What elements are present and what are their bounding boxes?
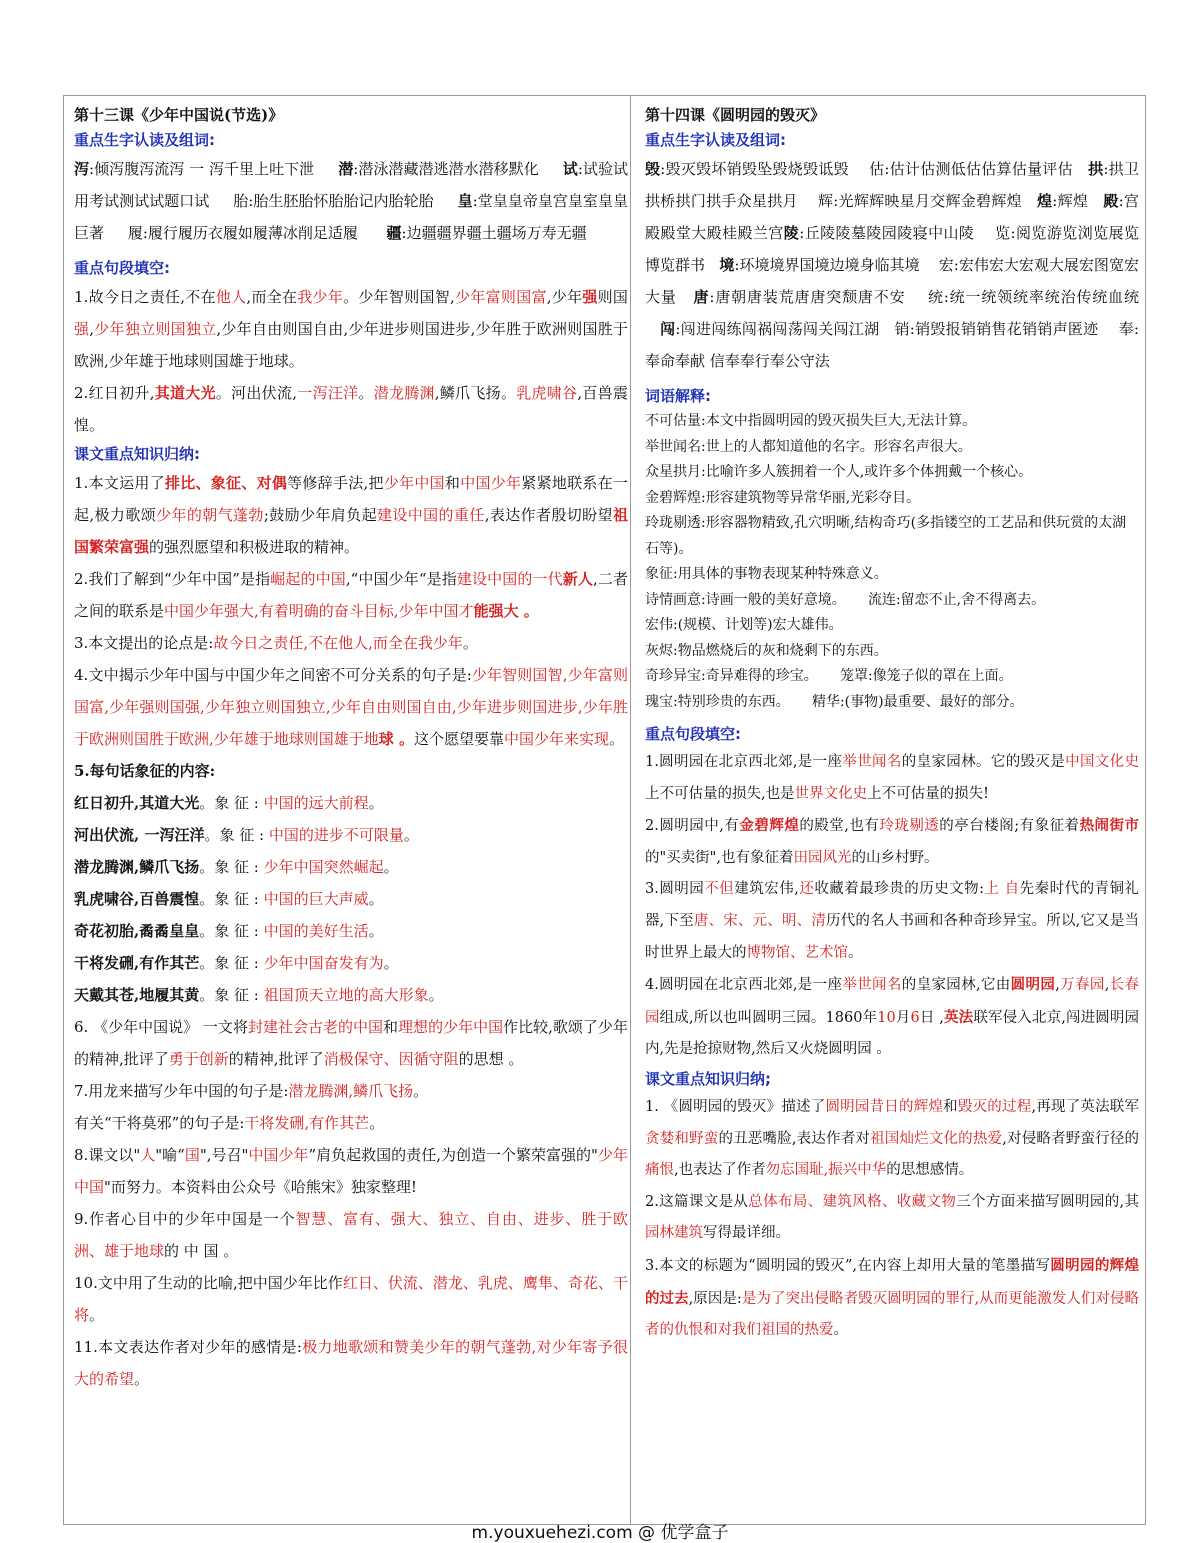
vocab-words: 唐朝唐装荒唐唐突颓唐不安 bbox=[714, 288, 906, 306]
word-explanation: 诗情画意:诗画一般的美好意境。 流连:留恋不止,舍不得离去。 bbox=[645, 591, 1046, 608]
fill-item-1: 1.故今日之责任,不在他人,而全在我少年。少年智则国智,少年富则国富,少年强则国强,少年独立则国独立,少年自由则国自由,少年进步则国进步,少年胜于欧洲则国胜于欧洲,少年雄于地球则国雄于地球。 bbox=[74, 288, 628, 370]
vocab-sep: : bbox=[1118, 192, 1124, 210]
vocab-words: 统:统一统领统率统治传统血统 bbox=[927, 288, 1139, 306]
word-explanation: 瑰宝:特别珍贵的东西。 精华:(事物)最重要、最好的部分。 bbox=[645, 693, 1024, 710]
summary-item-4: 4.文中揭示少年中国与中国少年之间密不可分关系的句子是:少年智则国智,少年富则国富,少年强则国强,少年独立则国独立,少年自由则国自由,少年进步则国进步,少年胜于欧洲则国胜于欧洲,少年雄于地球则国雄于地球 。这个愿望要靠中国少年来实现。 bbox=[74, 666, 628, 748]
vocab-char: 陵 bbox=[783, 224, 800, 242]
vocab-words: 环境境界国境边境身临其境 bbox=[739, 256, 920, 274]
vocab-words: 奉:奉命奉献 信奉奉行奉公守法 bbox=[645, 320, 1139, 370]
vocab-gap bbox=[705, 256, 719, 274]
vocab-words: 销:销毁报销销售花销销声匿迹 bbox=[894, 320, 1099, 338]
vocab-words: 拱卫拱桥拱门拱手众星拱月 bbox=[645, 160, 1139, 210]
vocab-heading: 重点生字认读及组词: bbox=[645, 131, 786, 149]
summary-item-2: 2.我们了解到“少年中国”是指崛起的中国,“中国少年“是指建设中国的一代新人,二者之间的联系是中国少年强大,有着明确的奋斗目标,少年中国才能强大 。 bbox=[74, 570, 628, 620]
summary-item-6: 6. 《少年中国说》 一文将封建社会古老的中国和理想的少年中国作比较,歌颂了少年的精神,批评了勇于创新的精神,批评了消极保守、因循守阻的思想 。 bbox=[74, 1018, 628, 1068]
vocab-words: 毁灭毁坏销毁坠毁烧毁诋毁 bbox=[665, 160, 849, 178]
vocab-char: 境 bbox=[719, 256, 735, 274]
vocab-gap bbox=[358, 224, 387, 242]
vocab-char: 泻 bbox=[74, 160, 90, 178]
symbol-row: 干将发硎,有作其芒。象 征 : 少年中国奋发有为。 bbox=[74, 954, 399, 972]
vocab-sep: : bbox=[799, 224, 805, 242]
vocab-words: 宫殿殿堂大殿桂殿兰宫 bbox=[645, 192, 1139, 242]
summary-item-2: 2.这篇课文是从总体布局、建筑风格、收藏文物三个方面来描写圆明园的,其园林建筑写得最详细。 bbox=[645, 1193, 1140, 1242]
vocab-char: 拱 bbox=[1088, 160, 1104, 178]
vocab-words: 边疆疆界疆土疆场万寿无疆 bbox=[406, 224, 587, 242]
vocab-words: 履:履行履历衣履如履薄冰削足适履 bbox=[127, 224, 358, 242]
symbols-list bbox=[74, 787, 628, 1011]
vocab-sep: : bbox=[577, 160, 583, 178]
vocab-sep: : bbox=[401, 224, 407, 242]
word-explanation: 灰烬:物品燃烧后的灰和烧剩下的东西。 bbox=[645, 642, 888, 659]
fill-item-2: 2.圆明园中,有金碧辉煌的殿堂,也有玲珑剔透的亭台楼阁;有象征着热闹街市的"买卖街",也有象征着田园风光的山乡村野。 bbox=[645, 817, 1140, 866]
summary-item-8: 8.课文以"人"喻“国",号召"中国少年”肩负起救国的责任,为创造一个繁荣富强的"少年中国"而努力。本资料由公众号《哈熊宋》独家整理! bbox=[74, 1146, 628, 1196]
vocab-char: 闯 bbox=[660, 320, 676, 338]
word-explanation: 众星拱月:比喻许多人簇拥着一个人,或许多个体拥戴一个核心。 bbox=[645, 464, 1033, 480]
vocab-char: 潜 bbox=[338, 160, 354, 178]
summary-item-3: 3.本文提出的论点是:故今日之责任,不在他人,而全在我少年。 bbox=[74, 634, 478, 652]
summary-item-11: 11.本文表达作者对少年的感情是:极力地歌颂和赞美少年的朝气蓬勃,对少年寄予很大的希望。 bbox=[74, 1338, 628, 1388]
summary-item-3: 3.本文的标题为“圆明园的毁灭”,在内容上却用大量的笔墨描写圆明园的辉煌的过去,原因是:是为了突出侵略者毁灭圆明园的罪行,从而更能激发人们对侵略者的仇恨和对我们祖国的热爱。 bbox=[645, 1256, 1140, 1339]
word-explanation-list bbox=[645, 409, 1139, 715]
vocab-gap bbox=[1098, 320, 1118, 338]
vocab-sep: : bbox=[89, 160, 95, 178]
vocab-gap bbox=[974, 224, 995, 242]
vocab-sep: : bbox=[353, 160, 359, 178]
vocab-gap bbox=[539, 160, 563, 178]
vocab-words: 辉:光辉辉映星月交辉金碧辉煌 bbox=[817, 192, 1022, 210]
summary-item-1: 1. 《圆明园的毁灭》描述了圆明园昔日的辉煌和毁灭的过程,再现了英法联军贪婪和野蛮的丑恶嘴脸,表达作者对祖国灿烂文化的热爱,对侵略者野蛮行径的痛恨,也表达了作者勿忘国耻,振兴中华的思想感情。 bbox=[645, 1098, 1140, 1179]
vocab-words: 辉煌 bbox=[1057, 192, 1089, 210]
fill-item-4: 4.圆明园在北京西北郊,是一座举世闻名的皇家园林,它由圆明园,万春园,长春园组成,所以也叫圆明三园。1860年10月6日 ,英法联军侵入北京,闯进圆明园内,先是抢掠财物,然后又火烧圆明园 。 bbox=[645, 976, 1140, 1058]
vocab-words: 倾泻腹泻流泻 一 泻千里上吐下泄 bbox=[94, 160, 315, 178]
vocab-words: 潜泳潜藏潜逃潜水潜移默化 bbox=[358, 160, 539, 178]
summary-item-1: 1.本文运用了排比、象征、对偶等修辞手法,把少年中国和中国少年紧紧地联系在一起,极力歌颂少年的朝气蓬勃;鼓励少年肩负起建设中国的重任,表达作者殷切盼望祖国繁荣富强的强烈愿望和积极进取的精神。 bbox=[74, 474, 628, 556]
symbol-row: 红日初升,其道大光。象 征 : 中国的远大前程。 bbox=[74, 794, 384, 812]
lesson-13-title: 第十三课《少年中国说(节选)》 bbox=[74, 106, 284, 124]
vocab-gap bbox=[905, 288, 927, 306]
symbol-row: 潜龙腾渊,鳞爪飞扬。象 征 : 少年中国突然崛起。 bbox=[74, 858, 399, 876]
summary-item-7b: 有关“干将莫邪”的句子是:干将发硎,有作其芒。 bbox=[74, 1114, 385, 1132]
vocab-char: 皇 bbox=[457, 192, 473, 210]
symbol-row: 奇花初胎,矞矞皇皇。象 征 : 中国的美好生活。 bbox=[74, 922, 384, 940]
fill-heading: 重点句段填空: bbox=[645, 725, 741, 743]
summary-heading: 课文重点知识归纳: bbox=[74, 445, 200, 463]
summary-item-7: 7.用龙来描写少年中国的句子是:潜龙腾渊,鳞爪飞扬。 bbox=[74, 1082, 429, 1100]
fill-item-3: 3.圆明园不但建筑宏伟,还收藏着最珍贵的历史文物:上 自先秦时代的青铜礼器,下至唐、宋、元、明、清历代的名人书画和各种奇珍异宝。所以,它又是当时世界上最大的博物馆、艺术馆。 bbox=[645, 881, 1140, 961]
summary-item-9: 9.作者心目中的少年中国是一个智慧、富有、强大、独立、自由、进步、胜于欧洲、雄于地球的 中 国 。 bbox=[74, 1210, 628, 1260]
vocab-gap bbox=[434, 192, 458, 210]
vocab-sep: : bbox=[675, 320, 681, 338]
vocab-words: 胎:胎生胚胎怀胎胎记内胎轮胎 bbox=[233, 192, 434, 210]
vocab-char: 疆 bbox=[386, 224, 402, 242]
word-explanation: 奇珍异宝:奇异难得的珍宝。 笼罩:像笼子似的罩在上面。 bbox=[645, 668, 1013, 684]
fill-item-1: 1.圆明园在北京西北郊,是一座举世闻名的皇家园林。它的毁灭是中国文化史上不可估量的损失,也是世界文化史上不可估量的损失! bbox=[645, 754, 1140, 802]
vocab-sep: : bbox=[1052, 192, 1058, 210]
vocab-char: 唐 bbox=[693, 288, 710, 306]
vocab-paragraph bbox=[645, 153, 1139, 377]
vocab-gap bbox=[677, 288, 694, 306]
vocab-gap bbox=[314, 160, 338, 178]
vocab-char: 煌 bbox=[1037, 192, 1053, 210]
left-column bbox=[74, 103, 628, 1395]
vocab-char: 试 bbox=[562, 160, 578, 178]
vocab-words: 丘陵陵墓陵园陵寝中山陵 bbox=[804, 224, 975, 242]
word-explanation: 举世闻名:世上的人都知道他的名字。形容名声很大。 bbox=[645, 438, 972, 455]
word-explanation: 宏伟:(规模、计划等)宏大雄伟。 bbox=[645, 617, 843, 633]
vocab-heading: 重点生字认读及组词: bbox=[74, 131, 215, 149]
vocab-sep: : bbox=[472, 192, 478, 210]
word-explanation: 象征:用具体的事物表现某种特殊意义。 bbox=[645, 566, 888, 582]
summary-item-10: 10.文中用了生动的比喻,把中国少年比作红日、伏流、潜龙、乳虎、鹰隼、奇花、干将。 bbox=[74, 1274, 628, 1324]
fill-item-2: 2.红日初升,其道大光。河出伏流,一泻汪洋。潜龙腾渊,鳞爪飞扬。乳虎啸谷,百兽震惶。 bbox=[74, 384, 628, 434]
right-column bbox=[645, 103, 1139, 1347]
fill-heading: 重点句段填空: bbox=[74, 259, 170, 277]
vocab-gap bbox=[1022, 192, 1037, 210]
word-explanation: 金碧辉煌:形容建筑物等异常华丽,光彩夺目。 bbox=[645, 489, 921, 506]
vocab-sep: : bbox=[709, 288, 715, 306]
symbol-row: 河出伏流, 一泻汪洋。象 征 : 中国的进步不可限量。 bbox=[74, 826, 419, 844]
vocab-gap bbox=[645, 320, 660, 338]
vocab-char: 毁 bbox=[645, 160, 661, 178]
vocab-gap bbox=[1088, 192, 1103, 210]
vocab-gap bbox=[104, 224, 128, 242]
vocab-words: 宏:宏伟宏大宏观大展宏图宽宏大量 bbox=[645, 256, 1139, 306]
vocab-sep: : bbox=[1103, 160, 1109, 178]
symbol-row: 乳虎啸谷,百兽震惶。象 征 : 中国的巨大声威。 bbox=[74, 890, 384, 908]
column-divider bbox=[630, 95, 631, 1525]
vocab-words: 试验试用考试测试试题口试 bbox=[74, 160, 628, 210]
vocab-words: 估:估计估测低估估算估量评估 bbox=[869, 160, 1073, 178]
vocab-gap bbox=[849, 160, 869, 178]
word-explanation: 不可估量:本文中指圆明园的毁灭损失巨大,无法计算。 bbox=[645, 413, 977, 429]
vocab-paragraph bbox=[74, 153, 628, 249]
vocab-gap bbox=[209, 192, 233, 210]
summary-heading: 课文重点知识归纳; bbox=[645, 1069, 771, 1088]
vocab-sep: : bbox=[734, 256, 740, 274]
symbol-row: 天戴其苍,地履其黄。象 征 : 祖国顶天立地的高大形象。 bbox=[74, 986, 444, 1004]
vocab-words: 闯进闯练闯祸闯荡闯关闯江湖 bbox=[680, 320, 880, 338]
vocab-gap bbox=[920, 256, 939, 274]
footer-watermark: m.youxuehezi.com @ 优学盒子 bbox=[471, 1523, 729, 1543]
vocab-sep: : bbox=[660, 160, 666, 178]
symbols-heading: 5.每句话象征的内容: bbox=[74, 762, 216, 780]
vocab-gap bbox=[798, 192, 818, 210]
vocab-words: 览:阅览游览浏览展览博览群书 bbox=[645, 224, 1139, 274]
word-explanation-heading: 词语解释: bbox=[645, 387, 711, 405]
vocab-char: 殿 bbox=[1103, 192, 1119, 210]
vocab-words: 堂皇皇帝皇宫皇室皇皇巨著 bbox=[74, 192, 628, 242]
vocab-gap bbox=[1073, 160, 1088, 178]
lesson-14-title: 第十四课《圆明园的毁灭》 bbox=[645, 106, 826, 124]
word-explanation: 玲珑剔透:形容器物精致,孔穴明晰,结构奇巧(多指镂空的工艺品和供玩赏的太湖石等)。 bbox=[645, 515, 1127, 557]
vocab-gap bbox=[879, 320, 894, 338]
